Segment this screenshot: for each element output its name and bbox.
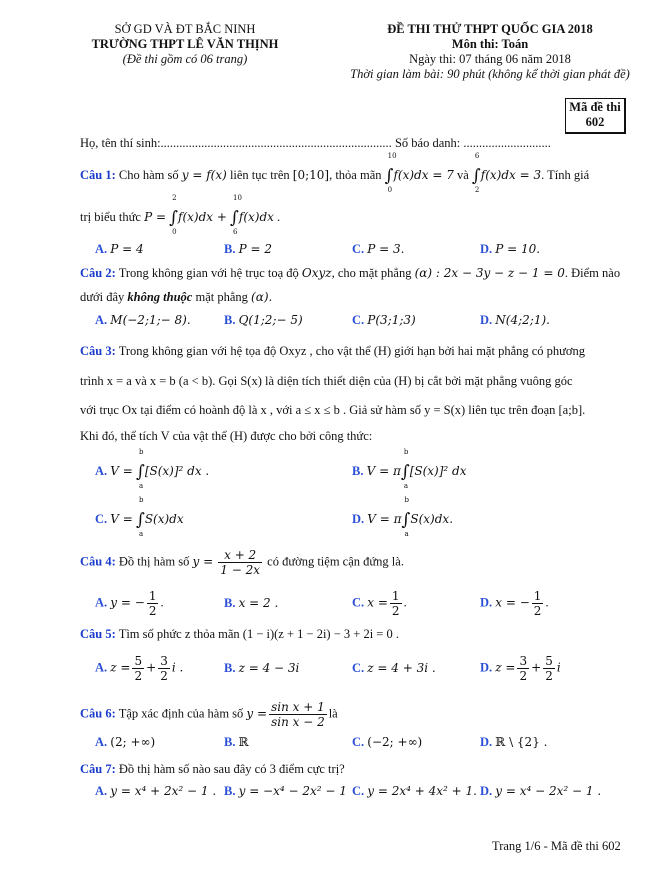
question-text: dưới đây (80, 290, 125, 304)
option-a[interactable] (95, 313, 191, 328)
option-key: D. (480, 660, 493, 675)
denominator: sin x − 2 (271, 715, 325, 729)
integral-lower: a (138, 482, 144, 490)
question-label: Câu 4: (80, 554, 116, 569)
option-value: z = 4 + 3i . (367, 661, 436, 675)
option-key: B. (224, 596, 236, 610)
option-key: A. (95, 784, 108, 798)
integral-sign-icon: ∫ (384, 166, 394, 186)
option-c[interactable] (352, 313, 416, 328)
option-a[interactable] (95, 589, 164, 618)
option-key: A. (95, 242, 108, 256)
numerator: sin x + 1 (271, 700, 325, 714)
exam-header (330, 22, 650, 82)
option-key: C. (352, 735, 365, 749)
denominator: 2 (533, 604, 542, 618)
option-key: C. (352, 595, 365, 610)
option-a[interactable] (95, 242, 144, 257)
integral (169, 194, 178, 236)
question-6 (80, 700, 338, 729)
integral-upper: 10 (387, 152, 397, 160)
question-label: Câu 3: (80, 344, 116, 358)
option-value: y = x⁴ + 2x² − 1 . (110, 784, 217, 798)
option-value: P = 3. (367, 242, 405, 256)
department-name: SỞ GD VÀ ĐT BẮC NINH (114, 22, 256, 36)
question-text: , cho mặt phẳng (331, 266, 412, 280)
exam-date: Ngày thi: 07 tháng 06 năm 2018 (409, 52, 571, 66)
math-expr: f(x)dx + (178, 210, 227, 224)
option-b[interactable] (224, 242, 272, 257)
integral-sign-icon: ∫ (135, 462, 145, 482)
math-expr: i . (171, 660, 184, 675)
question-label: Câu 5: (80, 627, 116, 641)
option-value: P = 4 (110, 242, 144, 256)
math-expr: y = f(x) (181, 168, 227, 182)
fraction (517, 654, 529, 683)
option-d[interactable] (480, 313, 550, 328)
math-expr: x = (367, 595, 388, 610)
question-1 (80, 152, 590, 194)
option-key: B. (224, 661, 236, 675)
student-info-line (80, 136, 551, 151)
question-text: trị biểu thức (80, 210, 141, 224)
math-expr: (α) : 2x − 3y − z − 1 = 0 (414, 266, 565, 280)
punctuation: . (403, 595, 407, 610)
option-b[interactable] (224, 784, 347, 799)
question-text: với trục Ox tại điểm có hoành độ là x , với a ≤ x ≤ b . Giả sử hàm số y = S(x) liên tục trên đoạn [a;b]. (80, 403, 586, 417)
question-4 (80, 548, 404, 577)
question-text: . Điểm nào (564, 266, 621, 280)
option-d[interactable] (480, 654, 561, 683)
denominator: 2 (134, 669, 143, 683)
integral-lower: 6 (233, 228, 238, 236)
math-expr: z = (110, 660, 131, 675)
option-d[interactable] (480, 784, 601, 799)
option-key: A. (95, 735, 108, 749)
option-key: B. (224, 313, 236, 327)
math-expr: + (531, 660, 542, 675)
fraction (132, 654, 144, 683)
school-name: TRƯỜNG THPT LÊ VĂN THỊNH (91, 37, 279, 51)
option-key: C. (352, 661, 365, 675)
numerator: x + 2 (218, 548, 262, 563)
option-key: A. (95, 595, 108, 610)
integral (401, 496, 411, 538)
option-d[interactable] (352, 496, 454, 538)
numerator: 3 (519, 654, 528, 668)
numerator: 3 (160, 654, 168, 668)
option-value: P(3;1;3) (367, 313, 416, 327)
question-text: Đồ thị hàm số (118, 554, 190, 569)
integral-upper: b (138, 496, 144, 504)
math-expr: Oxyz (301, 266, 332, 280)
math-expr: V = π (366, 464, 401, 478)
question-text: Trong không gian với hệ trục toạ độ (118, 266, 299, 280)
option-b[interactable] (352, 448, 467, 490)
math-expr: (α). (251, 290, 273, 304)
math-expr: y = − (110, 595, 145, 610)
fraction (218, 548, 262, 577)
option-value: ℝ \ {2} . (495, 735, 548, 749)
option-value: x = 2 . (238, 596, 279, 610)
integral-lower: a (404, 530, 409, 538)
question-text: Tìm số phức z thỏa mãn (1 − i)(z + 1 − 2i) − 3 + 2i = 0 . (118, 627, 399, 641)
denominator: 2 (391, 604, 400, 618)
option-key: C. (352, 313, 365, 327)
math-expr: V = (110, 512, 133, 526)
option-key: C. (352, 784, 365, 798)
option-key: A. (95, 313, 108, 327)
integral-sign-icon: ∫ (400, 462, 410, 482)
exam-code-value: 602 (585, 115, 605, 129)
page-count-note: (Đề thi gồm có 06 trang) (122, 52, 248, 66)
question-text: mặt phẳng (195, 290, 248, 304)
integral (400, 448, 410, 490)
integral-sign-icon: ∫ (230, 208, 239, 228)
question-text: và (456, 168, 469, 182)
option-c[interactable] (352, 784, 477, 799)
option-key: B. (224, 784, 236, 798)
option-value: [S(x)]² dx . (144, 464, 210, 478)
question-2 (80, 266, 620, 281)
integral (135, 496, 145, 538)
question-7 (80, 762, 345, 777)
punctuation: . (545, 595, 549, 610)
question-text: , thỏa mãn (329, 168, 382, 182)
question-5 (80, 627, 399, 642)
denominator: 1 − 2x (220, 563, 261, 577)
option-d[interactable] (480, 735, 547, 750)
question-text: là (328, 706, 338, 721)
option-key: B. (224, 735, 236, 749)
option-a[interactable] (95, 735, 155, 750)
integral-sign-icon: ∫ (471, 166, 481, 186)
math-expr: f(x)dx (238, 210, 274, 224)
integral-lower: 0 (387, 186, 393, 194)
option-value: P = 2 (238, 242, 272, 256)
option-c[interactable] (352, 661, 436, 676)
student-id-field[interactable]: Số báo danh: ............................ (394, 136, 551, 150)
integral (230, 194, 242, 236)
math-expr: x = − (495, 595, 530, 610)
integral-upper: b (403, 448, 409, 456)
option-b[interactable] (224, 661, 299, 676)
option-a[interactable] (95, 654, 183, 683)
exam-duration: Thời gian làm bài: 90 phút (không kể thời gian phát đề) (350, 67, 630, 81)
integral-upper: 10 (233, 194, 242, 202)
integral-lower: 0 (172, 228, 177, 236)
numerator: 1 (148, 589, 157, 603)
integral-lower: a (138, 530, 144, 538)
option-key: A. (95, 464, 108, 478)
option-c[interactable] (95, 496, 184, 538)
question-text: Đồ thị hàm số nào sau đây có 3 điểm cực trị? (118, 762, 345, 776)
option-key: A. (95, 660, 108, 675)
integral-sign-icon: ∫ (401, 510, 411, 530)
integral-upper: 6 (474, 152, 480, 160)
option-key: B. (224, 242, 236, 256)
numerator: 1 (533, 589, 542, 603)
exam-code-box (565, 98, 626, 134)
option-value: (2; +∞) (110, 735, 156, 749)
math-expr: z = (495, 660, 516, 675)
option-value: ℝ (238, 735, 249, 749)
integral-sign-icon: ∫ (135, 510, 145, 530)
question-text: . Tính giá (541, 168, 590, 182)
question-text: có đường tiệm cận đứng là. (267, 554, 404, 569)
fraction (269, 700, 327, 729)
option-key: B. (352, 464, 364, 478)
option-value: N(4;2;1). (495, 313, 550, 327)
math-expr: V = (110, 464, 133, 478)
math-expr: + (146, 660, 157, 675)
denominator: 2 (519, 669, 528, 683)
numerator: 5 (545, 654, 553, 668)
integral-lower: a (403, 482, 409, 490)
option-d[interactable] (480, 242, 540, 257)
option-key: D. (480, 313, 493, 327)
option-value: y = −x⁴ − 2x² − 1 (238, 784, 347, 798)
exam-subject: Môn thi: Toán (451, 37, 529, 51)
option-a[interactable] (95, 448, 210, 490)
option-key: D. (480, 242, 493, 256)
option-d[interactable] (480, 589, 549, 618)
denominator: 2 (545, 669, 553, 683)
math-expr: f(x)dx = 7 (393, 168, 454, 182)
math-expr: y = (246, 706, 268, 721)
option-b[interactable] (224, 313, 303, 328)
emphasis-text: không thuộc (127, 290, 193, 304)
exam-title: ĐỀ THI THỬ THPT QUỐC GIA 2018 (387, 22, 593, 36)
option-value: S(x)dx. (410, 512, 454, 526)
option-value: S(x)dx (144, 512, 184, 526)
fraction (147, 589, 159, 618)
denominator: 2 (148, 604, 157, 618)
question-text: Tập xác định của hàm số (118, 706, 244, 721)
option-a[interactable] (95, 784, 216, 799)
exam-code-label: Mã đề thi (569, 100, 621, 114)
question-text: Cho hàm số (118, 168, 179, 182)
question-text: liên tục trên (229, 168, 290, 182)
math-expr: f(x)dx = 3 (480, 168, 542, 182)
question-3 (80, 344, 585, 359)
question-2-line2 (80, 290, 272, 305)
student-name-field[interactable]: Họ, tên thí sinh:.......................................................................... (80, 136, 392, 150)
math-expr: P = (144, 210, 167, 224)
fraction (390, 589, 402, 618)
integral-upper: 2 (172, 194, 177, 202)
option-value: (−2; +∞) (367, 735, 423, 749)
fraction (158, 654, 170, 683)
option-b[interactable] (224, 596, 278, 611)
integral-lower: 2 (474, 186, 480, 194)
option-c[interactable] (352, 589, 407, 618)
option-value: y = x⁴ − 2x² − 1 . (495, 784, 602, 798)
option-value: z = 4 − 3i (238, 661, 300, 675)
math-expr: [0;10] (292, 168, 330, 182)
numerator: 5 (134, 654, 143, 668)
option-value: M(−2;1;− 8). (110, 313, 191, 327)
option-key: D. (480, 784, 493, 798)
question-label: Câu 7: (80, 762, 116, 776)
question-1-line2: trị biểu thức P = 2 ∫ 0 f(x)dx + 10 ∫ 6 f(x)dx . (80, 194, 281, 236)
option-key: D. (480, 595, 493, 610)
question-label: Câu 6: (80, 706, 116, 721)
option-key: D. (480, 735, 493, 749)
question-text: trình x = a và x = b (a < b). Gọi S(x) là diện tích thiết diện của (H) bị cắt bởi mặt phẳng vuông góc (80, 374, 573, 388)
option-c[interactable] (352, 735, 422, 750)
question-label: Câu 1: (80, 168, 116, 182)
integral (135, 448, 145, 490)
punctuation: . (160, 595, 164, 610)
option-value: [S(x)]² dx (409, 464, 467, 478)
option-value: y = 2x⁴ + 4x² + 1. (367, 784, 477, 798)
question-text: Khi đó, thể tích V của vật thể (H) được cho bởi công thức: (80, 429, 373, 443)
option-c[interactable] (352, 242, 405, 257)
question-label: Câu 2: (80, 266, 116, 280)
fraction (543, 654, 555, 683)
math-expr: y = (192, 554, 214, 569)
option-value: Q(1;2;− 5) (238, 313, 303, 327)
integral-upper: b (404, 496, 410, 504)
option-key: D. (352, 512, 365, 526)
question-text: Trong không gian với hệ tọa độ Oxyz , cho vật thể (H) giới hạn bởi hai mặt phẳng có phương (118, 344, 586, 358)
page-footer: Trang 1/6 - Mã đề thi 602 (492, 839, 621, 853)
denominator: 2 (160, 669, 168, 683)
math-expr: V = π (367, 512, 402, 526)
integral (384, 152, 397, 194)
school-header (60, 22, 310, 67)
integral (471, 152, 481, 194)
math-expr: i (556, 660, 561, 675)
option-key: C. (95, 512, 108, 526)
option-b[interactable] (224, 735, 249, 750)
integral-sign-icon: ∫ (169, 208, 178, 228)
option-key: C. (352, 242, 365, 256)
option-value: P = 10. (495, 242, 541, 256)
integral-upper: b (138, 448, 144, 456)
fraction (532, 589, 544, 618)
numerator: 1 (391, 589, 400, 603)
